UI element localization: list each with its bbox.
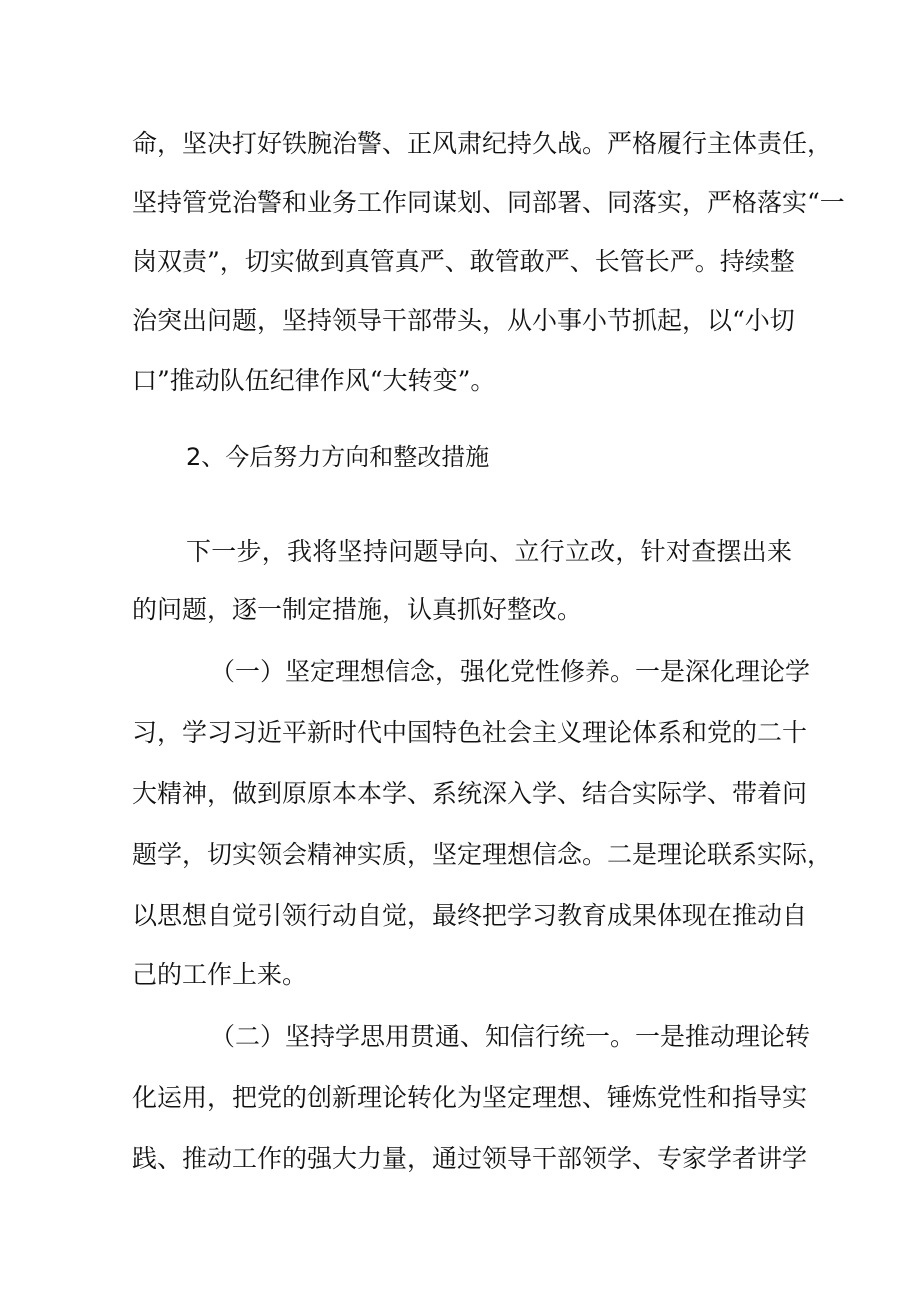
paragraph-line: 己的工作上来。 — [132, 960, 308, 989]
paragraph-line: 题学，切实领会精神实质，坚定理想信念。二是理论联系实际， — [132, 840, 833, 869]
paragraph-line: 岗双责”，切实做到真管真严、敢管敢严、长管长严。持续整 — [132, 247, 795, 276]
paragraph-line: 坚持管党治警和业务工作同谋划、同部署、同落实，严格落实“一 — [132, 188, 845, 217]
paragraph-line: 下一步，我将坚持问题导向、立行立改，针对查摆出来 — [186, 537, 792, 566]
paragraph-line: 化运用，把党的创新理论转化为坚定理想、锤炼党性和指导实 — [132, 1083, 808, 1112]
paragraph-line: 治突出问题，坚持领导干部带头，从小事小节抓起，以“小切 — [132, 306, 795, 335]
paragraph-line: （二）坚持学思用贯通、知信行统一。一是推动理论转 — [210, 1022, 811, 1051]
paragraph-line: 习，学习习近平新时代中国特色社会主义理论体系和党的二十 — [132, 718, 808, 747]
paragraph-line: 命，坚决打好铁腕治警、正风肃纪持久战。严格履行主体责任， — [132, 129, 833, 158]
paragraph-line: 的问题，逐一制定措施，认真抓好整改。 — [132, 595, 583, 624]
section-heading: 2、今后努力方向和整改措施 — [186, 443, 490, 471]
paragraph-line: 大精神，做到原原本本学、系统深入学、结合实际学、带着问 — [132, 779, 808, 808]
paragraph-line: （一）坚定理想信念，强化党性修养。一是深化理论学 — [210, 657, 811, 686]
paragraph-line: 践、推动工作的强大力量，通过领导干部领学、专家学者讲学 — [132, 1144, 808, 1173]
paragraph-line: 以思想自觉引领行动自觉，最终把学习教育成果体现在推动自 — [132, 901, 808, 930]
paragraph-line: 口”推动队伍纪律作风“大转变”。 — [132, 366, 496, 395]
